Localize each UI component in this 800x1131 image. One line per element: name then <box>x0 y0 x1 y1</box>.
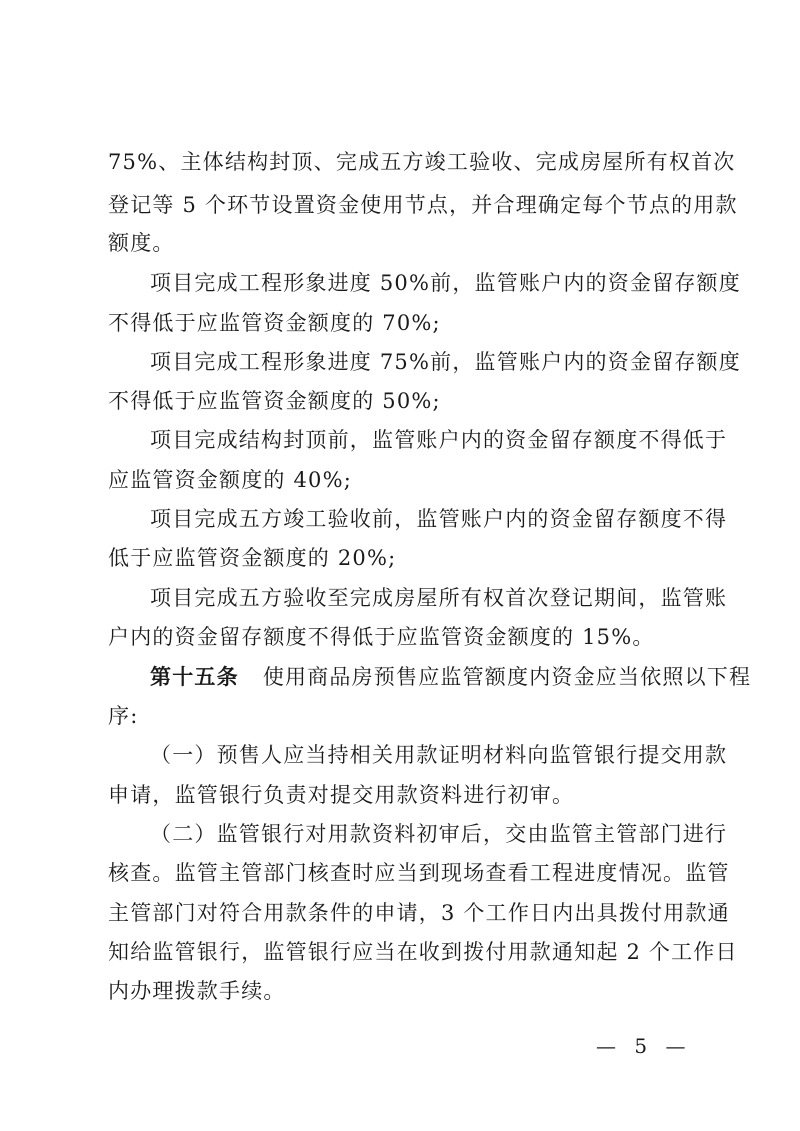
body-text-line: 内办理拨款手续。 <box>108 979 286 1003</box>
body-text-line: （一）预售人应当持相关用款证明材料向监管银行提交用款 <box>150 743 728 767</box>
body-text-line: 申请，监管银行负责对提交用款资料进行初审。 <box>108 783 575 807</box>
body-text-line: 序: <box>108 704 139 728</box>
body-text-line: 不得低于应监管资金额度的 50%; <box>108 389 441 413</box>
body-text-line: 知给监管银行，监管银行应当在收到拨付用款通知起 2 个工作日 <box>108 940 738 964</box>
page-number: — 5 — <box>596 1034 692 1058</box>
body-text-line: 项目完成五方验收至完成房屋所有权首次登记期间，监管账 <box>150 586 728 610</box>
body-text-line: 75%、主体结构封顶、完成五方竣工验收、完成房屋所有权首次 <box>108 150 736 174</box>
body-text-line: （二）监管银行对用款资料初审后，交由监管主管部门进行 <box>150 822 728 846</box>
body-text-line: 低于应监管资金额度的 20%; <box>108 546 397 570</box>
body-text-line: 登记等 5 个环节设置资金使用节点，并合理确定每个节点的用款 <box>108 193 738 217</box>
body-text-line: 额度。 <box>108 231 175 255</box>
body-text-line: 不得低于应监管资金额度的 70%; <box>108 311 441 335</box>
body-text-line: 核查。监管主管部门核查时应当到现场查看工程进度情况。监管 <box>108 861 730 885</box>
body-text-line: 应监管资金额度的 40%; <box>108 468 353 492</box>
body-text-line: 户内的资金留存额度不得低于应监管资金额度的 15%。 <box>108 625 655 649</box>
body-text-line: 项目完成五方竣工验收前，监管账户内的资金留存额度不得 <box>150 507 728 531</box>
body-text-line: 项目完成工程形象进度 50%前，监管账户内的资金留存额度 <box>150 271 741 295</box>
body-text-line: 主管部门对符合用款条件的申请，3 个工作日内出具拨付用款通 <box>108 901 730 925</box>
article-heading-line <box>150 666 751 688</box>
body-text-line: 项目完成结构封顶前，监管账户内的资金留存额度不得低于 <box>150 428 728 452</box>
article-number: 第十五条 <box>150 664 239 689</box>
body-text-line: 项目完成工程形象进度 75%前，监管账户内的资金留存额度 <box>150 350 741 374</box>
article-text: 使用商品房预售应监管额度内资金应当依照以下程 <box>262 665 752 689</box>
